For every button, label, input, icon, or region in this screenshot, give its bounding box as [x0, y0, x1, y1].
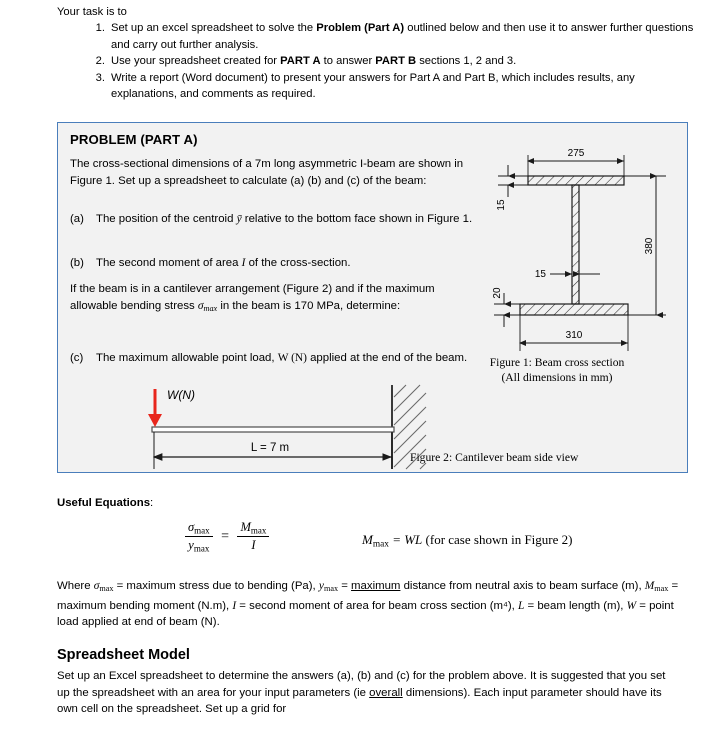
problem-item-a	[70, 211, 482, 228]
cantilever-text-before: If the beam is in a cantilever arrangement (Figure 2) and if the maximum allowable bending stress	[70, 283, 435, 312]
fraction-numerator	[185, 520, 213, 537]
figure-1-caption	[432, 355, 682, 385]
m-glyph: M	[240, 520, 251, 535]
item-b-text-before: The second moment of area	[96, 257, 242, 269]
useful-equations-colon: :	[150, 497, 154, 509]
task-list-item	[89, 70, 697, 103]
problem-item-c	[70, 350, 482, 367]
dim-20-label: 20	[492, 287, 503, 299]
sigma-symbol: σ	[197, 299, 204, 312]
list-number: 2.	[95, 55, 105, 67]
task-intro-block	[57, 4, 697, 103]
m-max-subscript: max	[372, 539, 389, 550]
item-a-text-after: relative to the bottom face shown in Figure 1.	[241, 213, 473, 225]
m-max-glyph: M	[362, 532, 373, 547]
figure-2-cantilever-beam	[138, 381, 438, 471]
useful-equations-label: Useful Equations	[57, 497, 151, 509]
task-list-item	[89, 20, 697, 53]
problem-item-b	[70, 255, 482, 272]
dim-15-web-label: 15	[534, 269, 546, 280]
item-b-text-after: of the cross-section.	[245, 257, 351, 269]
sigma-subscript: max	[203, 303, 218, 313]
fraction-denominator	[237, 537, 269, 553]
sigma-max-subscript: max	[194, 525, 210, 536]
problem-title: PROBLEM (PART A)	[70, 132, 198, 147]
task-item-text: Write a report (Word document) to present your answers for Part A and Part B, which includes results, any explanations, and comments as required.	[111, 71, 635, 100]
equation-stress-formula	[185, 520, 269, 554]
dim-275-label: 275	[567, 148, 585, 159]
point-load-arrow	[148, 389, 162, 427]
figure-1-caption-line2: (All dimensions in mm)	[501, 371, 613, 384]
task-item-text: Use your spreadsheet created for PART A to answer PART B sections 1, 2 and 3.	[111, 55, 517, 67]
equation-note: (for case shown in Figure 2)	[425, 532, 573, 547]
load-label: W(N)	[167, 388, 195, 402]
item-c-label: (c)	[70, 352, 84, 364]
cantilever-text-after: in the beam is 170 MPa, determine:	[217, 299, 401, 312]
list-number: 3.	[95, 71, 105, 84]
ss-body-part2: dimensions). Each input parameter should have its own cell on the spreadsheet. Set up a grid for	[57, 686, 662, 716]
m-max-subscript: max	[250, 525, 267, 536]
web-shape	[572, 185, 579, 304]
point-load-symbol: W (N)	[277, 352, 307, 364]
fraction-numerator	[237, 520, 269, 537]
fraction-denominator	[185, 537, 213, 553]
list-number: 1.	[95, 22, 105, 34]
equals-sign: =	[221, 528, 230, 544]
y-max-subscript: max	[193, 543, 210, 554]
ss-body-part1: Set up an Excel spreadsheet to determine the answers (a), (b) and (c) for the problem above. It is suggested that you set up the spreadsheet with an area for your input parameters (ie	[57, 670, 666, 699]
centroid-symbol: ȳ	[236, 213, 242, 225]
i-glyph: I	[251, 538, 256, 553]
spreadsheet-model-paragraph	[57, 668, 679, 718]
item-c-text-after: applied at the end of the beam.	[306, 352, 468, 364]
item-c-text-before: The maximum allowable point load,	[96, 352, 278, 364]
item-b-label: (b)	[70, 257, 84, 269]
item-a-label: (a)	[70, 213, 84, 225]
where-definitions-paragraph: Where σmax = maximum stress due to bending (Pa), ymax = maximum distance from neutral axis to beam surface (m), Mmax = maximum bending moment (N.m), I = second moment of area for beam cross section (m⁴), L = beam length (m), W = point load applied at end of beam (N).	[57, 580, 679, 629]
figure-1-beam-cross-section	[488, 143, 683, 358]
fraction-m-over-i	[237, 520, 269, 553]
second-moment-symbol: I	[241, 257, 246, 269]
dim-15-flange-label: 15	[496, 199, 507, 211]
dim-310-label: 310	[565, 330, 583, 341]
ss-body-underlined: overall	[369, 686, 403, 699]
beam-length-label: L = 7 m	[250, 442, 290, 454]
problem-cantilever-paragraph	[70, 281, 482, 317]
fraction-sigma-over-y	[185, 520, 213, 554]
figure-2-caption: Figure 2: Cantilever beam side view	[410, 451, 579, 464]
dim-380-label: 380	[644, 237, 655, 255]
problem-part-a-box	[57, 122, 688, 473]
figure-1-caption-line1: Figure 1: Beam cross section	[489, 356, 625, 369]
item-a-text-before: The position of the centroid	[96, 213, 237, 225]
task-list-item	[89, 53, 697, 70]
y-glyph: y	[188, 538, 194, 553]
bottom-flange-shape	[520, 304, 628, 315]
sigma-glyph: σ	[188, 520, 195, 534]
task-lead-text: Your task is to	[57, 6, 127, 18]
spreadsheet-model-heading: Spreadsheet Model	[57, 647, 190, 663]
problem-intro-paragraph: The cross-sectional dimensions of a 7m long asymmetric I-beam are shown in Figure 1. Set up a spreadsheet to calculate (a) (b) and (c) of the beam:	[70, 158, 464, 187]
useful-equations-heading	[57, 497, 153, 509]
top-flange-shape	[528, 176, 624, 185]
beam-shape	[152, 427, 394, 432]
equals-wl: = WL	[392, 532, 423, 547]
task-item-text: Set up an excel spreadsheet to solve the Problem (Part A) outlined below and then use it to answer further questions and carry out further analysis.	[111, 22, 694, 51]
task-list	[57, 20, 697, 103]
equation-moment-formula	[362, 532, 572, 549]
